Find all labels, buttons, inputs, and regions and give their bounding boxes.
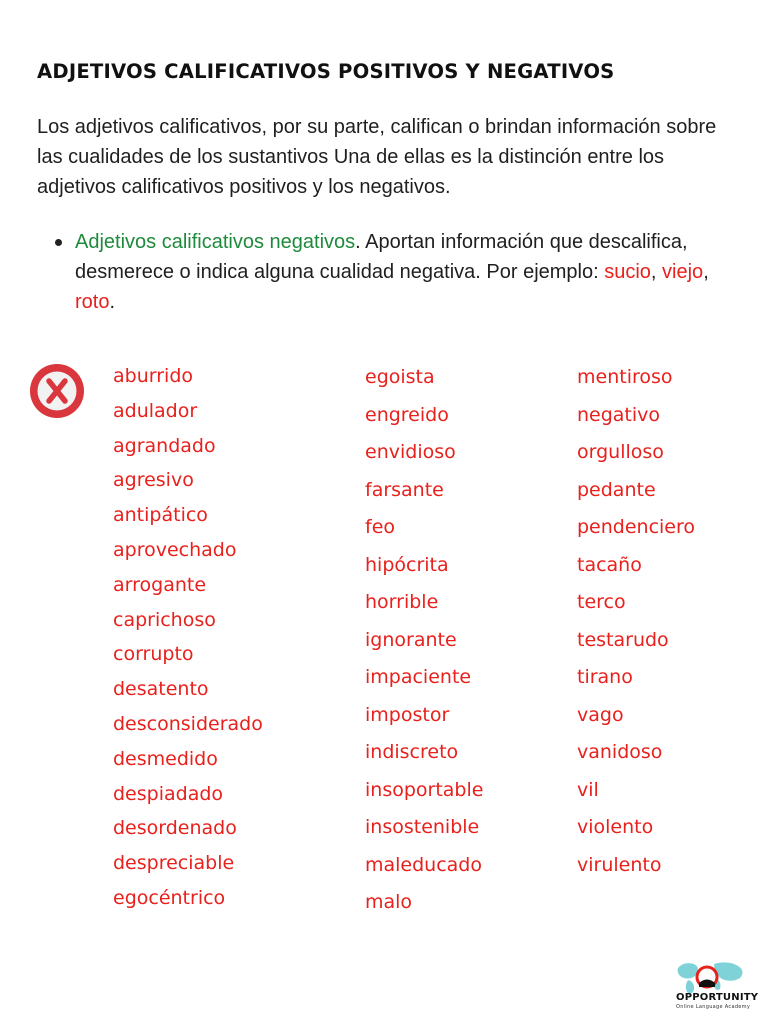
negative-adjective: impaciente: [365, 666, 472, 688]
negative-adjective: mentiroso: [577, 366, 673, 388]
bullet-point: [55, 239, 62, 246]
logo-tagline: Online Language Academy: [676, 1004, 751, 1010]
negative-adjective: desatento: [113, 678, 209, 701]
negative-adjective: ignorante: [365, 628, 457, 651]
negative-adjective: tirano: [577, 666, 633, 688]
negative-adjective: aburrido: [113, 365, 193, 387]
negative-adjective: desmedido: [113, 747, 218, 770]
negative-adjective: indiscreto: [365, 741, 459, 763]
negative-adjective: antipático: [113, 504, 208, 527]
negative-adjective: horrible: [365, 591, 439, 613]
negative-adjective: adulador: [113, 399, 198, 422]
negative-adjective: orgulloso: [577, 441, 664, 463]
negative-adjective: caprichoso: [113, 608, 216, 631]
word-column-2: [365, 359, 483, 922]
negative-adjective: engreido: [365, 403, 449, 426]
negative-adjective: agrandado: [113, 434, 216, 457]
page-title: ADJETIVOS CALIFICATIVOS POSITIVOS Y NEGATIVOS: [37, 60, 615, 83]
logo-name: OPPORTUNITY: [676, 992, 759, 1003]
negative-adjective: desconsiderado: [113, 712, 263, 735]
negative-adjective: egocéntrico: [113, 886, 226, 909]
negative-adjective: despreciable: [113, 852, 235, 875]
negative-adjective: arrogante: [113, 573, 207, 596]
negative-adjective: feo: [365, 516, 396, 538]
bullet-text: . Aportan información que descalifica, desmerece o indica alguna cualidad negativa. Por ejemplo:: [75, 231, 688, 283]
example-separator: ,: [703, 261, 709, 283]
negative-adjective: aprovechado: [113, 538, 237, 561]
word-column-1: [113, 359, 263, 916]
negative-adjective: insoportable: [365, 778, 484, 801]
intro-paragraph: Los adjetivos calificativos, por su parte, califican o brindan información sobre las cualidades de los sustantivos Una de ellas es la distinción entre los adjetivos calificativos positivos y los negativos.: [37, 116, 717, 198]
negative-adjective: vago: [577, 703, 624, 726]
negative-adjective: pedante: [577, 478, 656, 501]
bullet-term: Adjetivos calificativos negativos: [75, 231, 356, 253]
negative-adjective: farsante: [365, 478, 444, 501]
negative-adjective: negativo: [577, 403, 661, 426]
negative-adjective: egoista: [365, 366, 435, 388]
negative-adjective: virulento: [577, 853, 662, 876]
bullet-definition: [75, 227, 735, 317]
negative-adjective: corrupto: [113, 643, 194, 666]
x-circle-icon: [28, 362, 86, 420]
negative-adjective: vanidoso: [577, 741, 663, 763]
negative-adjective: desordenado: [113, 817, 237, 840]
negative-adjective: envidioso: [365, 441, 456, 463]
negative-adjective: testarudo: [577, 628, 669, 651]
negative-adjective: despiadado: [113, 782, 224, 805]
example-word: sucio: [604, 261, 651, 283]
negative-adjective: impostor: [365, 703, 450, 726]
negative-adjective: agresivo: [113, 469, 194, 492]
example-word: roto: [75, 291, 110, 313]
negative-adjective: terco: [577, 591, 626, 613]
example-word: viejo: [662, 261, 704, 283]
negative-adjective: malo: [365, 891, 413, 913]
negative-adjective: hipócrita: [365, 553, 449, 576]
bullet-end: .: [109, 291, 116, 313]
negative-adjective: tacaño: [577, 553, 642, 576]
negative-adjective: insostenible: [365, 816, 480, 838]
example-separator: ,: [650, 261, 663, 283]
negative-adjective: vil: [577, 778, 599, 801]
negative-adjective: violento: [577, 816, 654, 838]
negative-adjective: maleducado: [365, 853, 482, 876]
negative-adjective: pendenciero: [577, 516, 696, 538]
word-column-3: [577, 359, 695, 884]
